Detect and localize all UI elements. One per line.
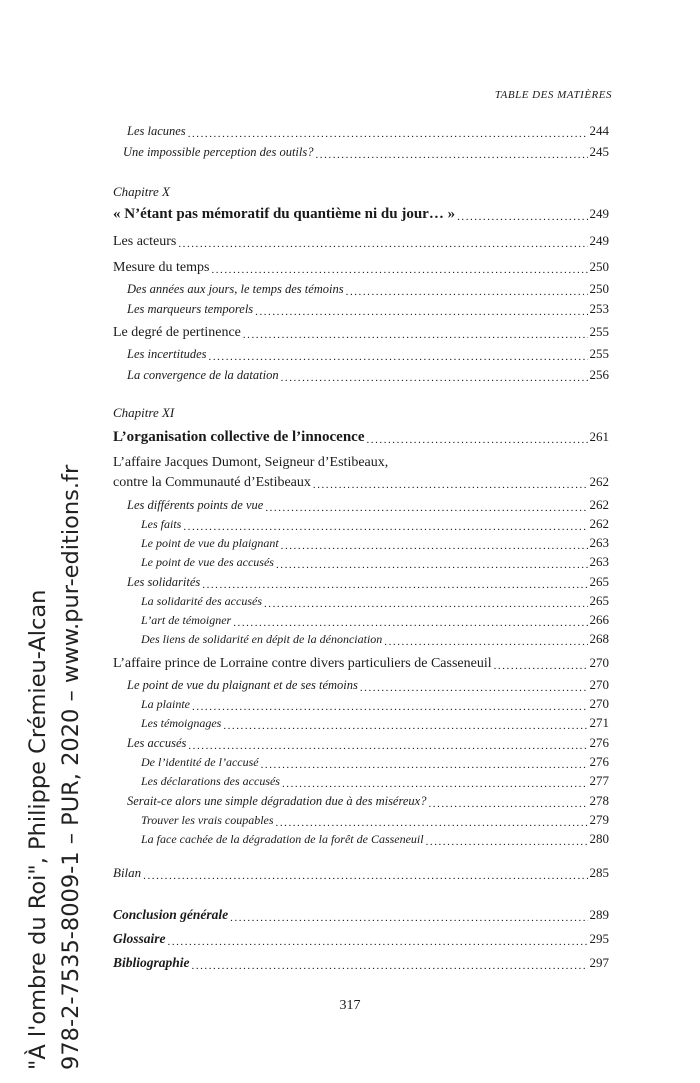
- toc-entry: Des liens de solidarité en dépit de la dénonciation . . . 268: [113, 631, 609, 647]
- chapter-title: « N’étant pas mémoratif du quantième ni du jour… » . . . 249: [113, 206, 609, 223]
- toc-entry: Les déclarations des accusés . . . 277: [113, 773, 609, 789]
- toc-entry: La plainte . . . 270: [113, 696, 609, 712]
- toc-entry: Les différents points de vue . . . 262: [113, 497, 609, 513]
- toc-entry: Mesure du temps . . . 250: [113, 259, 609, 276]
- toc-entry: Le point de vue du plaignant . . . 263: [113, 535, 609, 551]
- page-number: 317: [339, 998, 361, 1013]
- toc-entry: Serait-ce alors une simple dégradation due à des miséreux? . . . 278: [113, 793, 609, 809]
- toc-entry: Bibliographie . . . 297: [113, 955, 609, 971]
- toc-entry: Les marqueurs temporels . . . 253: [113, 301, 609, 317]
- toc-entry: Une impossible perception des outils? . . . 245: [113, 144, 609, 160]
- toc-entry: Le point de vue des accusés . . . 263: [113, 554, 609, 570]
- toc-entry: La face cachée de la dégradation de la forêt de Casseneuil . . . 280: [113, 831, 609, 847]
- toc-entry: Le degré de pertinence . . . 255: [113, 324, 609, 341]
- toc-entry: L’affaire prince de Lorraine contre divers particuliers de Casseneuil . . . 270: [113, 655, 609, 672]
- toc-entry: Le point de vue du plaignant et de ses témoins . . . 270: [113, 677, 609, 693]
- chapter-title: L’organisation collective de l’innocence . . . 261: [113, 429, 609, 446]
- toc-entry: Des années aux jours, le temps des témoins . . . 250: [113, 281, 609, 297]
- toc-entry: Les solidarités . . . 265: [113, 574, 609, 590]
- toc-entry: Les accusés . . . 276: [113, 735, 609, 751]
- toc-entry: Conclusion générale . . . 289: [113, 907, 609, 923]
- side-watermark: [22, 464, 88, 1070]
- chapter-label: Chapitre XI: [113, 405, 175, 420]
- toc-entry: Les incertitudes . . . 255: [113, 346, 609, 362]
- toc-entry-line1: L’affaire Jacques Dumont, Seigneur d’Estibeaux,: [113, 455, 389, 470]
- toc-entry: Les témoignages . . . 271: [113, 715, 609, 731]
- toc-entry: Les faits . . . 262: [113, 516, 609, 532]
- toc-entry: contre la Communauté d’Estibeaux . . . 262: [113, 474, 609, 491]
- side-text-line2: 978-2-7535-8009-1 – PUR, 2020 – www.pur-editions.fr: [58, 464, 84, 1070]
- toc-entry: Les acteurs . . . 249: [113, 233, 609, 250]
- toc-entry: De l’identité de l’accusé . . . 276: [113, 754, 609, 770]
- toc-entry: Bilan . . . 285: [113, 865, 609, 881]
- toc-entry: Trouver les vrais coupables . . . 279: [113, 812, 609, 828]
- running-head: TABLE DES MATIÈRES: [494, 89, 612, 101]
- toc-entry: La convergence de la datation . . . 256: [113, 367, 609, 383]
- toc-entry: L’art de témoigner . . . 266: [113, 612, 609, 628]
- toc-entry: Glossaire . . . 295: [113, 931, 609, 947]
- toc-entry: Les lacunes . . . 244: [113, 123, 609, 139]
- side-text-line1: "À l'ombre du Roi", Philippe Crémieu-Alcan: [25, 589, 51, 1070]
- chapter-label: Chapitre X: [113, 184, 170, 199]
- toc-entry: La solidarité des accusés . . . 265: [113, 593, 609, 609]
